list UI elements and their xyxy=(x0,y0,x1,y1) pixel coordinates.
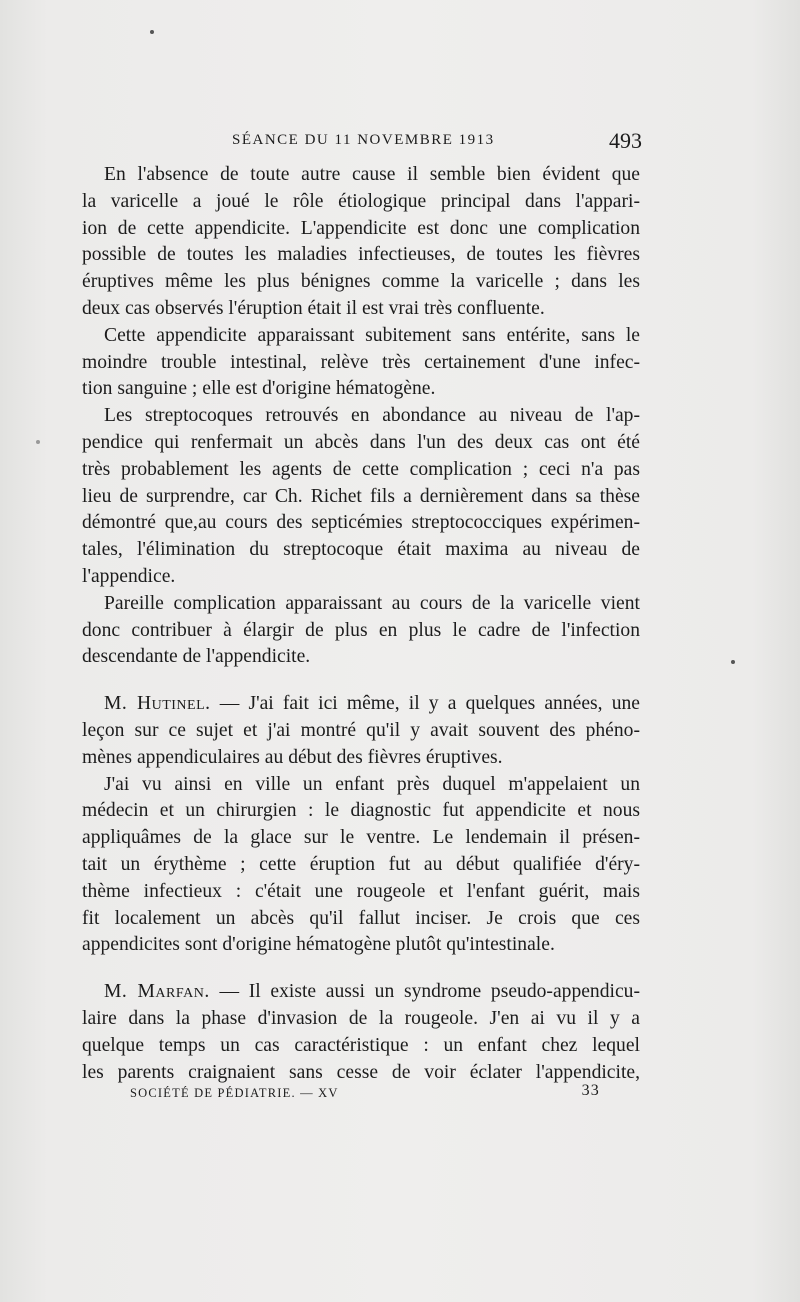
text-line: En l'absence de toute autre cause il semble bien évident que xyxy=(104,164,640,185)
hutinel-remarks xyxy=(82,691,640,959)
line-rest: — Il existe aussi un syndrome pseudo-appendicu- xyxy=(219,981,640,1003)
text-line: appendicites sont d'origine hématogène plutôt qu'intestinale. xyxy=(82,934,555,956)
text-line: J'ai vu ainsi en ville un enfant près duquel m'appelaient un xyxy=(104,773,640,795)
paragraph xyxy=(82,162,640,323)
text-line: laire dans la phase d'invasion de la rougeole. J'en ai vu il y a xyxy=(82,1007,640,1029)
text-line: très probablement les agents de cette complication ; ceci n'a pas xyxy=(82,458,640,480)
speck xyxy=(150,30,154,34)
text-line: tales, l'élimination du streptocoque était maxima au niveau de xyxy=(82,539,640,561)
text-line: possible de toutes les maladies infectieuses, de toutes les fièvres xyxy=(82,244,640,266)
body-text xyxy=(82,162,640,1086)
speck xyxy=(731,660,735,664)
paragraph xyxy=(82,403,640,591)
marfan-remarks xyxy=(82,979,640,1086)
section-gap xyxy=(82,671,640,691)
text-line: quelque temps un cas caractéristique : un enfant chez lequel xyxy=(82,1034,640,1056)
text-line: Les streptocoques retrouvés en abondance au niveau de l'ap- xyxy=(104,405,640,427)
text-line: lieu de surprendre, car Ch. Richet fils a dernièrement dans sa thèse xyxy=(82,485,640,507)
paragraph xyxy=(82,591,640,671)
text-line: donc contribuer à élargir de plus en plus le cadre de l'infection xyxy=(82,619,640,641)
text-line: l'appendice. xyxy=(82,565,176,587)
text-line: fit localement un abcès qu'il fallut inciser. Je crois que ces xyxy=(82,907,640,929)
text-line: éruptives même les plus bénignes comme la varicelle ; dans les xyxy=(82,271,640,293)
text-line xyxy=(82,979,640,1006)
paragraph xyxy=(82,323,640,403)
text-line xyxy=(82,691,640,718)
text-line: pendice qui renfermait un abcès dans l'un des deux cas ont été xyxy=(82,431,640,453)
page-header xyxy=(82,128,642,156)
text-line: la varicelle a joué le rôle étiologique principal dans l'appari- xyxy=(82,190,640,212)
text-line: Cette appendicite apparaissant subitement sans entérite, sans le xyxy=(104,324,640,346)
text-line: mènes appendiculaires au début des fièvres éruptives. xyxy=(82,746,503,768)
signature-mark: 33 xyxy=(581,1082,600,1099)
text-line: descendante de l'appendicite. xyxy=(82,646,311,668)
speaker-name: M. Marfan. xyxy=(104,981,210,1003)
text-line: appliquâmes de la glace sur le ventre. Le lendemain il présen- xyxy=(82,827,640,849)
text-line: les parents craignaient sans cesse de voir éclater l'appendicite, xyxy=(82,1061,640,1083)
speck xyxy=(36,440,40,444)
text-line: leçon sur ce sujet et j'ai montré qu'il y avait souvent des phéno- xyxy=(82,719,640,741)
text-line: thème infectieux : c'était une rougeole et l'enfant guérit, mais xyxy=(82,880,640,902)
text-line: moindre trouble intestinal, relève très certainement d'une infec- xyxy=(82,351,640,373)
text-line: Pareille complication apparaissant au cours de la varicelle vient xyxy=(104,592,640,614)
text-line: tion sanguine ; elle est d'origine hématogène. xyxy=(82,378,436,400)
page-footer xyxy=(130,1082,600,1104)
line-rest: — J'ai fait ici même, il y a quelques années, une xyxy=(219,693,640,715)
page-number: 493 xyxy=(609,128,642,153)
text-line: deux cas observés l'éruption était il est vrai très confluente. xyxy=(82,297,545,319)
footer-title: SOCIÉTÉ DE PÉDIATRIE. — XV xyxy=(130,1086,339,1100)
text-line: tait un érythème ; cette éruption fut au début qualifiée d'éry- xyxy=(82,853,640,875)
running-title: SÉANCE DU 11 NOVEMBRE 1913 xyxy=(232,132,495,148)
text-line: médecin et un chirurgien : le diagnostic fut appendicite et nous xyxy=(82,800,640,822)
section-gap xyxy=(82,959,640,979)
speaker-name: M. Hutinel. xyxy=(104,693,211,715)
text-line: ion de cette appendicite. L'appendicite est donc une complication xyxy=(82,217,640,239)
text-line: démontré que,au cours des septicémies streptococciques expérimen- xyxy=(82,512,640,534)
